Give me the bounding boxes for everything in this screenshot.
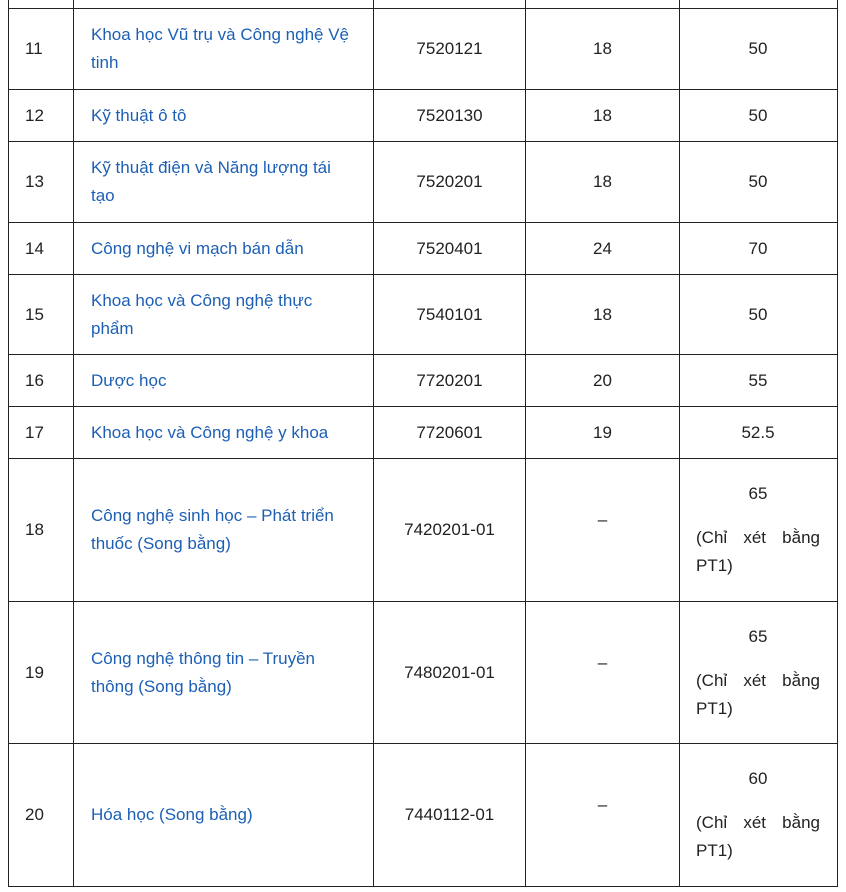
table-row bbox=[9, 407, 838, 459]
table-cell bbox=[374, 0, 526, 9]
min-score-cell bbox=[526, 459, 680, 602]
table-row bbox=[9, 223, 838, 275]
row-index: 15 bbox=[9, 275, 74, 355]
row-index: 18 bbox=[9, 459, 74, 602]
row-index: 12 bbox=[9, 90, 74, 142]
quota-value: 55 bbox=[748, 370, 768, 390]
program-code: 7420201-01 bbox=[374, 459, 526, 602]
min-score: 18 bbox=[526, 9, 680, 90]
row-index: 16 bbox=[9, 355, 74, 407]
quota-cell bbox=[680, 90, 838, 142]
program-name-cell bbox=[74, 602, 374, 744]
program-link[interactable]: Hóa học (Song bằng) bbox=[91, 805, 253, 824]
program-code: 7520121 bbox=[374, 9, 526, 90]
program-code: 7520201 bbox=[374, 142, 526, 223]
table-row bbox=[9, 275, 838, 355]
quota-value: 50 bbox=[748, 105, 768, 125]
program-link[interactable]: Công nghệ sinh học – Phát triển thuốc (Song bằng) bbox=[91, 506, 334, 553]
program-link[interactable]: Khoa học và Công nghệ y khoa bbox=[91, 422, 329, 442]
table-row-clipped bbox=[9, 0, 838, 9]
quota-cell bbox=[680, 744, 838, 887]
quota-cell bbox=[680, 602, 838, 744]
program-code: 7520130 bbox=[374, 90, 526, 142]
program-link[interactable]: Kỹ thuật ô tô bbox=[91, 105, 187, 125]
table-cell bbox=[74, 0, 374, 9]
quota-value: 50 bbox=[748, 39, 768, 58]
table-row bbox=[9, 744, 838, 887]
table-cell bbox=[526, 0, 680, 9]
row-index: 14 bbox=[9, 223, 74, 275]
row-index: 20 bbox=[9, 744, 74, 887]
program-name-cell bbox=[74, 90, 374, 142]
table-row bbox=[9, 90, 838, 142]
program-name-cell bbox=[74, 275, 374, 355]
row-index: 19 bbox=[9, 602, 74, 744]
row-index: 17 bbox=[9, 407, 74, 459]
program-link[interactable]: Dược học bbox=[91, 370, 167, 390]
min-score: 24 bbox=[526, 223, 680, 275]
quota-note: (Chỉ xét bằng PT1) bbox=[696, 670, 820, 718]
program-link[interactable]: Kỹ thuật điện và Năng lượng tái tạo bbox=[91, 158, 331, 205]
min-score: 18 bbox=[526, 90, 680, 142]
min-score: – bbox=[597, 652, 608, 672]
program-code: 7440112-01 bbox=[374, 744, 526, 887]
program-name-cell bbox=[74, 355, 374, 407]
min-score-cell bbox=[526, 744, 680, 887]
min-score: 18 bbox=[526, 142, 680, 223]
quota-value: 60 bbox=[748, 769, 768, 788]
quota-cell bbox=[680, 355, 838, 407]
quota-note: (Chỉ xét bằng PT1) bbox=[696, 528, 820, 575]
quota-cell bbox=[680, 275, 838, 355]
table-row bbox=[9, 459, 838, 602]
quota-cell bbox=[680, 142, 838, 223]
quota-value: 70 bbox=[748, 238, 768, 258]
program-code: 7520401 bbox=[374, 223, 526, 275]
quota-cell bbox=[680, 9, 838, 90]
program-link[interactable]: Công nghệ thông tin – Truyền thông (Song bằng) bbox=[91, 648, 315, 696]
quota-value: 65 bbox=[748, 626, 768, 646]
program-name-cell bbox=[74, 744, 374, 887]
min-score: – bbox=[597, 510, 608, 529]
program-name-cell bbox=[74, 459, 374, 602]
program-link[interactable]: Khoa học Vũ trụ và Công nghệ Vệ tinh bbox=[91, 25, 350, 72]
table-cell bbox=[9, 0, 74, 9]
quota-value: 50 bbox=[748, 304, 768, 324]
program-code: 7480201-01 bbox=[374, 602, 526, 744]
quota-cell bbox=[680, 459, 838, 602]
program-code: 7720201 bbox=[374, 355, 526, 407]
quota-note: (Chỉ xét bằng PT1) bbox=[696, 813, 820, 860]
admissions-table bbox=[8, 0, 838, 887]
min-score: 19 bbox=[526, 407, 680, 459]
min-score: 20 bbox=[526, 355, 680, 407]
quota-cell bbox=[680, 407, 838, 459]
table-row bbox=[9, 9, 838, 90]
table-body bbox=[9, 0, 838, 887]
table-row bbox=[9, 142, 838, 223]
program-name-cell bbox=[74, 9, 374, 90]
table-row bbox=[9, 602, 838, 744]
program-link[interactable]: Khoa học và Công nghệ thực phẩm bbox=[91, 290, 313, 338]
min-score: – bbox=[597, 795, 608, 814]
quota-value: 50 bbox=[748, 172, 768, 191]
program-code: 7540101 bbox=[374, 275, 526, 355]
table-row bbox=[9, 355, 838, 407]
quota-value: 65 bbox=[748, 484, 768, 503]
quota-cell bbox=[680, 223, 838, 275]
min-score: 18 bbox=[526, 275, 680, 355]
program-code: 7720601 bbox=[374, 407, 526, 459]
program-link[interactable]: Công nghệ vi mạch bán dẫn bbox=[91, 238, 304, 258]
quota-value: 52.5 bbox=[741, 422, 775, 442]
program-name-cell bbox=[74, 407, 374, 459]
program-name-cell bbox=[74, 142, 374, 223]
table-cell bbox=[680, 0, 838, 9]
min-score-cell bbox=[526, 602, 680, 744]
row-index: 13 bbox=[9, 142, 74, 223]
program-name-cell bbox=[74, 223, 374, 275]
row-index: 11 bbox=[9, 9, 74, 90]
